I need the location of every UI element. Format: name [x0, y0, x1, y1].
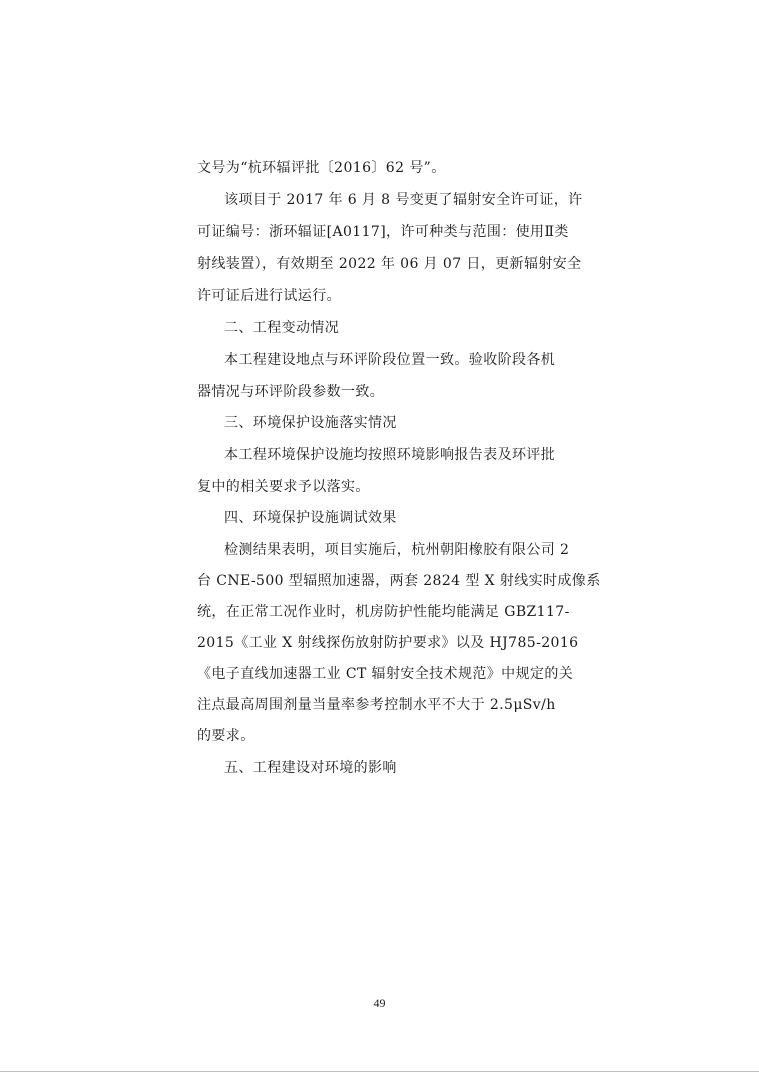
text-line-8: 器情况与环评阶段参数一致。 — [197, 384, 385, 400]
page-number: 49 — [373, 996, 386, 1010]
text-line-16: 2015《工业 X 射线探伤放射防护要求》以及 HJ785-2016 — [197, 635, 579, 651]
text-line-7: 本工程建设地点与环评阶段位置一致。验收阶段各机 — [224, 352, 556, 368]
text-line-2: 该项目于 2017 年 6 月 8 号变更了辐射安全许可证，许 — [224, 192, 583, 208]
page-bottom-divider — [0, 1071, 759, 1072]
text-line-15: 统，在正常工况作业时，机房防护性能均能满足 GBZ117- — [197, 604, 570, 620]
section-heading-4: 四、环境保护设施调试效果 — [224, 510, 397, 526]
text-line-10: 本工程环境保护设施均按照环境影响报告表及环评批 — [224, 447, 556, 463]
section-heading-5: 五、工程建设对环境的影响 — [224, 760, 397, 776]
section-heading-2: 二、工程变动情况 — [224, 320, 340, 336]
text-line-11: 复中的相关要求予以落实。 — [197, 479, 370, 495]
text-line-3: 可证编号：浙环辐证[A0117]，许可种类与范围：使用Ⅱ类 — [197, 224, 569, 240]
text-line-13: 检测结果表明，项目实施后，杭州朝阳橡胶有限公司 2 — [224, 542, 570, 558]
text-line-18: 注点最高周围剂量当量率参考控制水平不大于 2.5μSv/h — [197, 697, 556, 713]
text-line-4: 射线装置），有效期至 2022 年 06 月 07 日，更新辐射安全 — [197, 256, 582, 272]
text-line-5: 许可证后进行试运行。 — [197, 288, 341, 304]
text-line-19: 的要求。 — [197, 728, 255, 744]
section-heading-3: 三、环境保护设施落实情况 — [224, 415, 397, 431]
text-line-17: 《电子直线加速器工业 CT 辐射安全技术规范》中规定的关 — [197, 666, 574, 682]
text-line-14: 台 CNE-500 型辐照加速器，两套 2824 型 X 射线实时成像系 — [197, 573, 601, 589]
text-line-1: 文号为“杭环辐评批〔2016〕62 号”。 — [197, 160, 446, 176]
